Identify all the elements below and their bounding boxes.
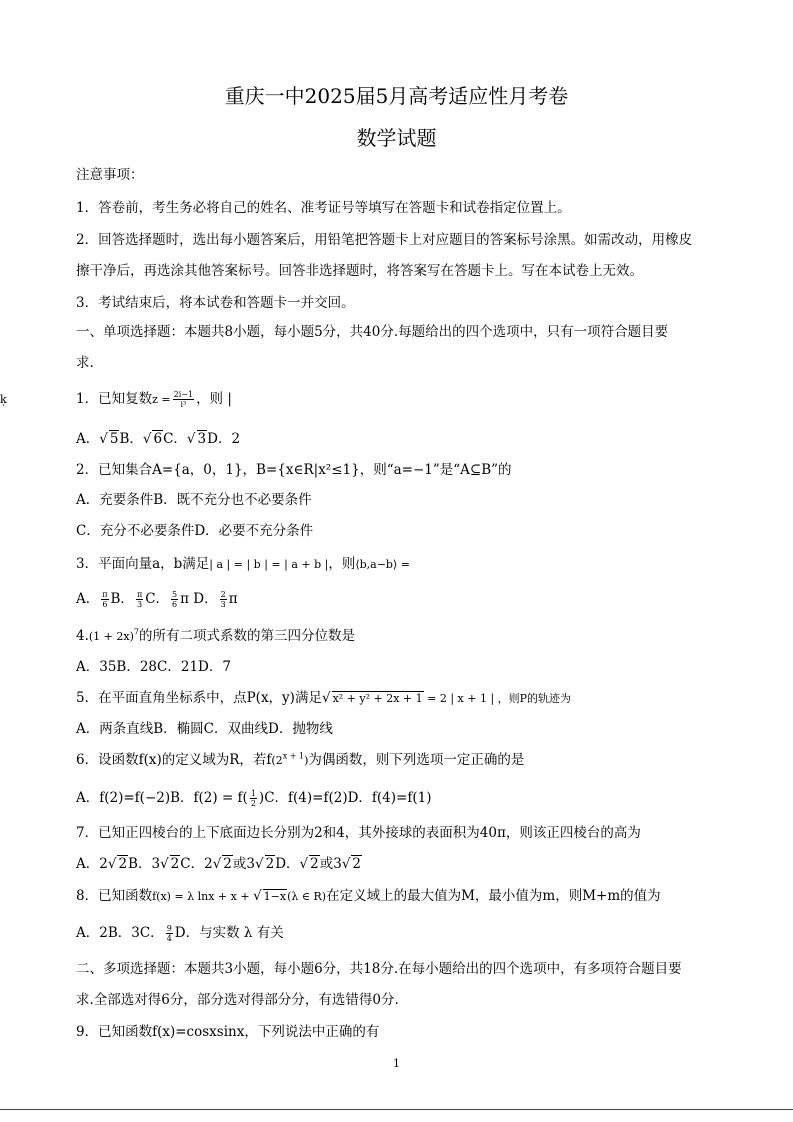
q4-suffix: 的所有二项式系数的第三四分位数是 xyxy=(138,628,355,644)
q7-opt-c: C．2 xyxy=(180,856,213,872)
q3-opt-c-suffix: π D． xyxy=(180,591,218,607)
q6-suffix: 为偶函数，则下列选项一定正确的是 xyxy=(308,752,525,768)
q1-opt-b-rad: 6 xyxy=(153,431,163,447)
section2-heading-cont: 求.全部选对得6分，部分选对得部分分，有选错得0分. xyxy=(76,992,399,1008)
q8-prefix: 8．已知函数 xyxy=(76,888,153,904)
q3-b-den: 3 xyxy=(137,600,143,609)
question-1 xyxy=(76,387,232,409)
question-7: 7．已知正四棱台的上下底面边长分别为2和4，其外接球的表面积为40π，则该正四棱台的高为 xyxy=(76,825,641,841)
q3-opt-d-suffix: π xyxy=(228,591,238,607)
q3-opt-c-frac xyxy=(171,590,178,609)
q5-mid: = 2 | x + 1 | ，则P的轨迹为 xyxy=(423,692,572,705)
q1-opt-a-rad: 5 xyxy=(109,431,119,447)
q1-opt-c-rad: 3 xyxy=(197,431,207,447)
q3-expr: ⟨b,a−b⟩ = xyxy=(355,558,410,571)
q3-d-num: 2 xyxy=(220,590,226,599)
q6-den: 2 xyxy=(250,799,256,808)
q6-exp: x + 1 xyxy=(282,751,305,761)
q3-a-den: 6 xyxy=(102,600,108,609)
q4-expr: (1 + 2x) xyxy=(88,630,134,643)
margin-mark: ḳ xyxy=(0,393,7,406)
q1-z: z = xyxy=(152,393,171,406)
q3-opt-c: C． xyxy=(145,591,170,607)
q7-rad-3: 2 xyxy=(223,856,232,872)
q3-a-num: π xyxy=(102,590,108,599)
question-5-options: A．两条直线B．椭圆C．双曲线D．抛物线 xyxy=(76,721,333,737)
question-9: 9．已知函数f(x)=cosxsinx，下列说法中正确的有 xyxy=(76,1024,380,1040)
question-1-options: A．√ 5B．√ 6C．√ 3D．2 xyxy=(76,431,241,447)
q1-fraction xyxy=(173,390,194,409)
question-2: 2．已知集合A={a，0，1}，B={x∈R|x²≤1}，则“a=−1”是“A⊆B”的 xyxy=(76,462,512,478)
question-2-options-1: A．充要条件B．既不充分也不必要条件 xyxy=(76,492,312,508)
question-4 xyxy=(76,624,355,644)
q1-den: i³ xyxy=(180,400,187,409)
q8-radicand: 1−x xyxy=(263,890,287,903)
q1-opt-a: A． xyxy=(76,431,100,447)
q7-rad-1: 2 xyxy=(118,856,128,872)
q8-opt-d: D．与实数 λ 有关 xyxy=(174,925,284,941)
notice-2-cont: 擦干净后，再选涂其他答案标号。回答非选择题时，将答案写在答题卡上。写在本试卷上无效。 xyxy=(76,263,643,279)
question-3-options xyxy=(76,587,238,609)
q3-opt-d-frac xyxy=(220,590,227,609)
q3-mid: ，则 xyxy=(328,556,356,572)
q6-opt-a: A．f(2)=f(−2)B．f(2) = f xyxy=(76,790,243,806)
q6-close: ) xyxy=(304,754,309,767)
q5-prefix: 5．在平面直角坐标系中，点P(x，y)满足 xyxy=(76,690,322,706)
question-3 xyxy=(76,552,410,572)
question-2-options-2: C．充分不必要条件D．必要不充分条件 xyxy=(76,523,314,539)
question-4-options: A．35B．28C．21D．7 xyxy=(76,659,231,675)
q8-expr: f(x) = λ lnx + x + xyxy=(152,890,254,903)
q7-rad-6: 2 xyxy=(352,856,362,872)
q8-opt-a: A．2B．3C． xyxy=(76,925,164,941)
q7-opt-a: A．2 xyxy=(76,856,108,872)
q7-opt-b: B．3 xyxy=(128,856,161,872)
q8-suffix: 在定义域上的最大值为M，最小值为m，则M+m的值为 xyxy=(326,888,661,904)
q3-opt-a: A． xyxy=(76,591,100,607)
bottom-rule xyxy=(0,1109,793,1110)
q3-opt-a-frac xyxy=(101,590,108,609)
notice-heading: 注意事项： xyxy=(76,167,144,183)
page-title: 重庆一中2025届5月高考适应性月考卷 xyxy=(224,84,569,108)
notice-1: 1．答卷前，考生务必将自己的姓名、准考证号等填写在答题卡和试卷指定位置上。 xyxy=(76,200,571,216)
q8-den: 4 xyxy=(166,934,172,943)
section1-heading-cont: 求. xyxy=(76,355,94,371)
q1-opt-b: B． xyxy=(119,431,143,447)
question-6 xyxy=(76,748,524,768)
q3-opt-b-frac xyxy=(136,590,143,609)
question-8-options xyxy=(76,921,284,943)
q4-exp: 7 xyxy=(133,627,139,637)
q6-num: 1 xyxy=(250,789,256,798)
q5-radicand: x² + y² + 2x + 1 xyxy=(332,692,423,705)
question-8: 8．已知函数f(x) = λ lnx + x + √ 1−x(λ ∈ R)在定义域上的最大值为M，最小值为m，则M+m的值为 xyxy=(76,888,661,904)
q1-opt-d: D．2 xyxy=(207,431,241,447)
q7-rad-2: 2 xyxy=(170,856,180,872)
q3-prefix: 3．平面向量a，b满足 xyxy=(76,556,210,572)
q3-c-num: 5 xyxy=(172,590,178,599)
q3-opt-b: B． xyxy=(110,591,134,607)
q3-d-den: 3 xyxy=(220,600,226,609)
q7-opt-d: D． xyxy=(275,856,300,872)
section2-heading: 二、多项选择题：本题共3小题，每小题6分，共18分.在每小题给出的四个选项中，有多项符合题目要 xyxy=(76,961,682,977)
page-number: 1 xyxy=(393,1057,400,1070)
q6-prefix: 6．设函数f(x)的定义域为R，若f xyxy=(76,752,272,768)
q7-or-1: 或3 xyxy=(232,856,255,872)
q3-cond: | a | = | b | = | a + b | xyxy=(209,558,329,571)
page-subtitle: 数学试题 xyxy=(356,126,437,150)
q8-opt-c-frac xyxy=(166,924,173,943)
notice-3: 3．考试结束后，将本试卷和答题卡一并交回。 xyxy=(76,295,355,311)
notice-2: 2．回答选择题时，选出每小题答案后，用铅笔把答题卡上对应题目的答案标号涂黑。如需改动，用橡皮 xyxy=(76,232,693,248)
q1-suffix: ，则 | xyxy=(196,391,232,407)
question-7-options: A．2√ 2B．3√ 2C．2√ 2或3√ 2D．√ 2或3√ 2 xyxy=(76,856,362,872)
q3-b-num: π xyxy=(136,590,143,599)
q6-opt-b-frac xyxy=(250,789,257,808)
question-5: 5．在平面直角坐标系中，点P(x，y)满足√ x² + y² + 2x + 1 = 2 | x + 1 | ，则P的轨迹为 xyxy=(76,690,572,706)
q1-opt-c: C． xyxy=(163,431,187,447)
q8-num: 9 xyxy=(166,924,172,933)
q6-opt-rest: C．f(4)=f(2)D．f(4)=f(1) xyxy=(264,790,432,806)
q4-prefix: 4. xyxy=(76,628,89,644)
question-6-options: A．f(2)=f(−2)B．f(2) = f( $\frac{1}{2}$ )C．f(4)=f(2)D．f(4)=f(1) xyxy=(76,789,432,808)
q1-prefix: 1．已知复数 xyxy=(76,391,153,407)
q7-rad-5: 2 xyxy=(310,856,319,872)
q7-rad-4: 2 xyxy=(265,856,275,872)
q8-lambda: (λ ∈ R) xyxy=(287,890,327,903)
q6-expr: (2 xyxy=(271,754,283,767)
q3-c-den: 6 xyxy=(172,600,178,609)
q7-or-2: 或3 xyxy=(319,856,342,872)
q1-num: 2i−1 xyxy=(173,390,194,399)
section1-heading: 一、单项选择题：本题共8小题，每小题5分，共40分.每题给出的四个选项中，只有一项符合题目要 xyxy=(76,324,669,340)
